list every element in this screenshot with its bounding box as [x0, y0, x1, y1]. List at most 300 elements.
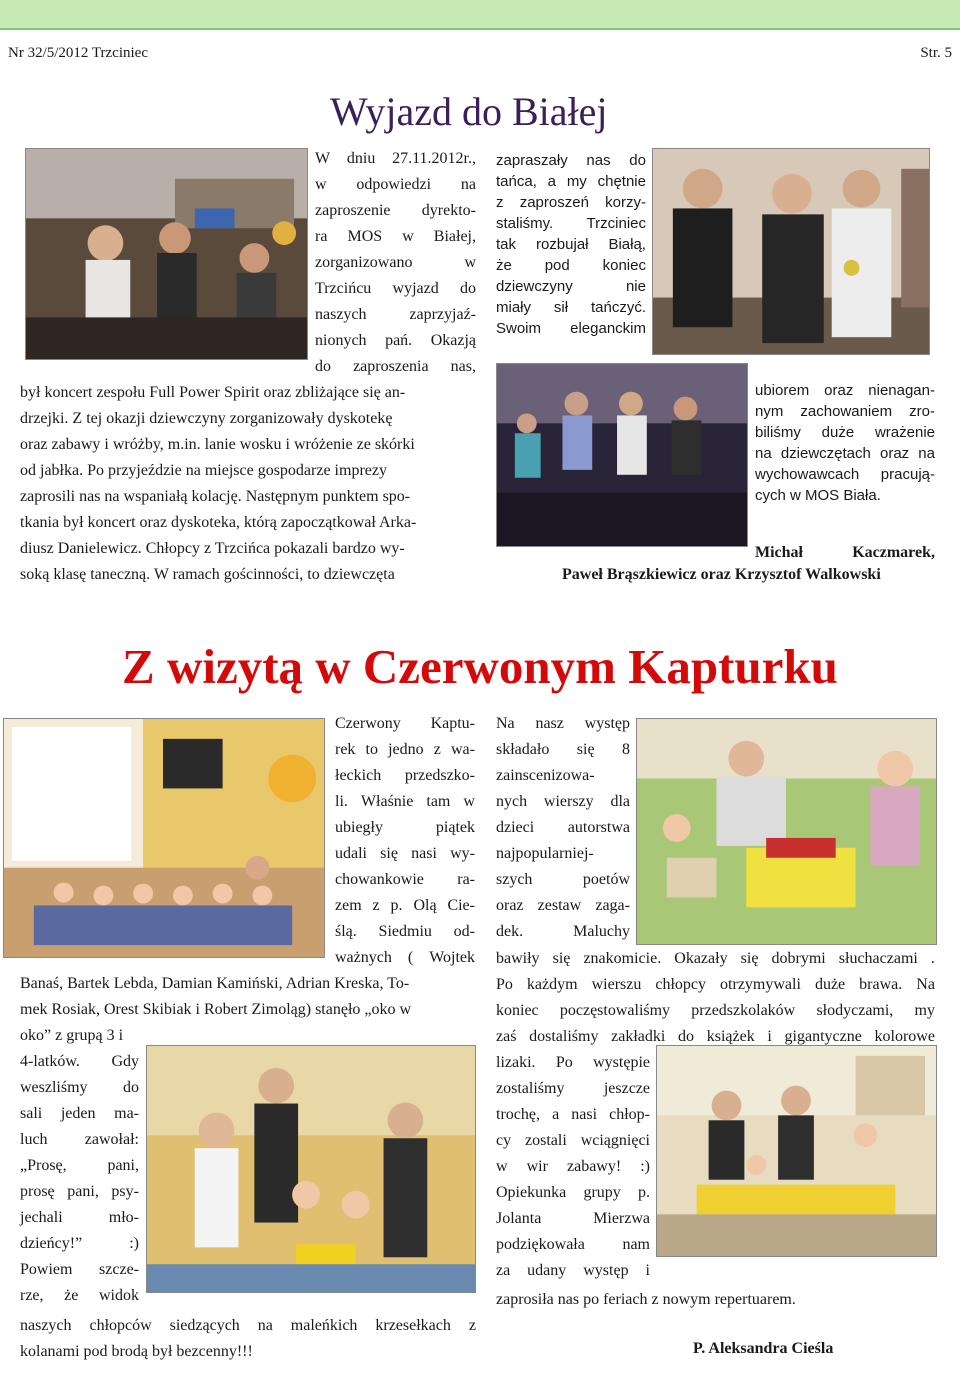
- word: dla: [610, 793, 630, 810]
- word: oraz: [496, 897, 524, 914]
- top-color-bar: [0, 0, 960, 30]
- text-line: [496, 1206, 650, 1232]
- text-line: Banaś, Bartek Lebda, Damian Kamiński, Adrian Kreska, To-: [20, 975, 410, 992]
- word: nym: [755, 403, 784, 420]
- article2-col2-last: zaprosiła nas po feriach z nowym repertuarem.: [496, 1291, 796, 1308]
- text-line: [315, 328, 476, 354]
- text-line: [496, 171, 646, 192]
- word: do: [460, 280, 476, 297]
- text-line: najpopularniej-: [496, 845, 594, 862]
- word: dzieńcy!”: [20, 1235, 83, 1252]
- text-line: [496, 192, 646, 213]
- word: wciągnięci: [580, 1132, 650, 1149]
- word: Na: [916, 976, 935, 993]
- word: a: [547, 173, 557, 190]
- text-line: tkania był koncert oraz dyskoteka, którą zapoczątkował Arka-: [20, 514, 417, 531]
- word: się: [380, 845, 398, 862]
- word: w: [464, 254, 476, 271]
- word: się: [576, 741, 595, 758]
- text-line: [335, 867, 475, 893]
- text-line: [315, 146, 476, 172]
- word: wa-: [450, 741, 475, 758]
- word: jeden: [60, 1105, 96, 1122]
- word: wierszu: [591, 976, 642, 993]
- word: brawa.: [859, 976, 903, 993]
- word: zaproszeń: [519, 194, 589, 211]
- text-line: był koncert zespołu Full Power Spirit oraz zbliżające się an-: [20, 384, 406, 401]
- word: nas: [586, 152, 611, 169]
- word: i: [645, 1262, 650, 1279]
- word: tańczyć.: [590, 299, 646, 316]
- text-line: [755, 401, 935, 422]
- text-line: [496, 150, 646, 171]
- word: Białą,: [608, 236, 646, 253]
- text-line: oraz zabawy i wróżby, m.in. lanie wosku i wróżenie ze skórki: [20, 436, 415, 453]
- word: się: [552, 950, 571, 967]
- word: chętnie: [597, 173, 646, 190]
- text-line: [496, 1154, 650, 1180]
- word: na: [257, 1317, 273, 1334]
- word: my: [914, 1002, 935, 1019]
- word: dziewczętach: [780, 445, 871, 462]
- text-line: mek Rosiak, Orest Skibiak i Robert Zimoląg) stanęło „oko w: [20, 1001, 412, 1018]
- page-number: Str. 5: [920, 45, 952, 61]
- word: maleńkich: [290, 1317, 358, 1334]
- word: oraz: [824, 382, 854, 399]
- word: ślą.: [335, 923, 357, 940]
- word: książek: [706, 1028, 755, 1045]
- word: tak: [496, 236, 517, 253]
- word: pod: [544, 257, 570, 274]
- text-line: [20, 1075, 139, 1101]
- text-line: [20, 1283, 139, 1309]
- word: Czerwony: [335, 715, 401, 732]
- word: Okazały: [674, 950, 728, 967]
- word: nas,: [450, 358, 476, 375]
- word: od-: [453, 923, 475, 940]
- article2-col2-small: [496, 1050, 650, 1284]
- photo-playing-blocks: [636, 718, 937, 945]
- text-line: [335, 815, 475, 841]
- word: my: [566, 173, 587, 190]
- word: tańca,: [496, 173, 537, 190]
- word: koniec: [602, 257, 646, 274]
- word: otrzymywali: [720, 976, 801, 993]
- article1-signature-2: Paweł Brąszkiewicz oraz Krzysztof Walkowski: [562, 566, 881, 583]
- text-line: [496, 1128, 650, 1154]
- text-line: [315, 302, 476, 328]
- word: tam: [426, 793, 451, 810]
- word: rozbujał: [535, 236, 589, 253]
- word: dniu: [346, 150, 376, 167]
- word: dek.: [496, 923, 524, 940]
- text-line: [315, 224, 476, 250]
- word: zestaw: [537, 897, 582, 914]
- text-line: [755, 464, 935, 485]
- article2-col1-body-b: [20, 1313, 476, 1365]
- word: nych: [496, 793, 528, 810]
- article2-col2-body: [496, 946, 935, 1050]
- word: że: [496, 257, 512, 274]
- word: w: [315, 176, 327, 193]
- text-line: [755, 380, 935, 401]
- word: Po: [496, 976, 513, 993]
- word: wy-: [450, 845, 475, 862]
- word: na: [918, 445, 935, 462]
- text-line: diusz Danielewicz. Chłopcy z Trzcińca pokazali bardzo wy-: [20, 540, 405, 557]
- word: znakomicie.: [583, 950, 662, 967]
- word: ra: [315, 228, 328, 245]
- word: przedszkolaków: [691, 1002, 796, 1019]
- text-line: [20, 1313, 476, 1339]
- word: zawołał:: [84, 1131, 139, 1148]
- text-line: kolanami pod brodą był bezcenny!!!: [20, 1343, 253, 1360]
- word: Cie-: [447, 897, 475, 914]
- text-line: [496, 1258, 650, 1284]
- text-line: [20, 1101, 139, 1127]
- article1-title: Wyjazd do Białej: [330, 89, 608, 134]
- word: występie: [593, 1054, 650, 1071]
- word: rek: [335, 741, 356, 758]
- text-line: [496, 1180, 650, 1206]
- word: zostaliśmy: [496, 1080, 565, 1097]
- word: dziewczyny: [496, 278, 573, 295]
- text-line: [335, 893, 475, 919]
- word: duże: [814, 976, 846, 993]
- word: autorstwa: [567, 819, 630, 836]
- photo-boys-with-children: [146, 1045, 476, 1293]
- text-line: [315, 198, 476, 224]
- word: koniec: [496, 1002, 539, 1019]
- word: wychowawcach: [755, 466, 860, 483]
- word: poetów: [582, 871, 630, 888]
- word: słodyczami,: [816, 1002, 894, 1019]
- word: Wojtek: [429, 949, 475, 966]
- text-line: [335, 841, 475, 867]
- word: Powiem: [20, 1261, 73, 1278]
- word: a: [552, 1106, 560, 1123]
- text-line: [335, 763, 475, 789]
- text-line: [315, 354, 476, 380]
- article2-signature: P. Aleksandra Cieśla: [693, 1340, 834, 1357]
- word: Białej,: [433, 228, 476, 245]
- word: zostali: [525, 1132, 567, 1149]
- text-line: [335, 737, 475, 763]
- text-line: [496, 737, 630, 763]
- word: ra-: [457, 871, 475, 888]
- text-line: [20, 1231, 139, 1257]
- word: Jolanta: [496, 1210, 542, 1227]
- text-line: od jabłka. Po przyjeździe na miejsce gospodarze imprezy: [20, 462, 387, 479]
- word: pani,: [67, 1183, 99, 1200]
- word: na: [460, 176, 476, 193]
- word: Swoim: [496, 320, 542, 337]
- article1-col2-top: [496, 150, 646, 339]
- text-line: [496, 213, 646, 234]
- word: ma-: [114, 1105, 139, 1122]
- word: (: [407, 949, 414, 966]
- word: zro-: [909, 403, 935, 420]
- text-line: cych w MOS Biała.: [755, 487, 881, 504]
- word: Olą: [413, 897, 437, 914]
- word: prosę: [20, 1183, 55, 1200]
- word: ważnych: [335, 949, 392, 966]
- word: przedszko-: [404, 767, 475, 784]
- word: zaga-: [595, 897, 630, 914]
- word: chowankowie: [335, 871, 424, 888]
- text-line: [20, 1179, 139, 1205]
- word: udali: [335, 845, 367, 862]
- text-line: [335, 789, 475, 815]
- word: Gdy: [111, 1053, 139, 1070]
- word: Trzciniec: [586, 215, 646, 232]
- word: zaś: [496, 1028, 517, 1045]
- article1-signature-1: [755, 544, 935, 562]
- text-line: [755, 443, 935, 464]
- word: bawiły: [496, 950, 540, 967]
- word: mło-: [108, 1209, 139, 1226]
- word: korzy-: [605, 194, 646, 211]
- word: do: [629, 152, 646, 169]
- word: jechali: [20, 1209, 63, 1226]
- text-line: [496, 919, 630, 945]
- text-line: [496, 815, 630, 841]
- word: Trzcińcu: [315, 280, 372, 297]
- text-line: [496, 234, 646, 255]
- text-line: [335, 711, 475, 737]
- text-line: soką klasę taneczną. W ramach gościnności, to dziewczęta: [20, 566, 395, 583]
- photo-concert: [25, 148, 308, 360]
- word: nasz: [535, 715, 564, 732]
- text-line: oko” z grupą 3 i: [20, 1027, 124, 1044]
- word: Maluchy: [573, 923, 630, 940]
- word: p.: [638, 1184, 650, 1201]
- word: do: [123, 1079, 139, 1096]
- word: zabawy!: [566, 1158, 622, 1175]
- text-line: [496, 276, 646, 297]
- text-line: [20, 1049, 139, 1075]
- word: podziękowała: [496, 1236, 585, 1253]
- article2-col2-narrow: [496, 711, 630, 945]
- word: zaproszenia: [353, 358, 429, 375]
- word: zachowaniem: [800, 403, 893, 420]
- word: :): [640, 1158, 650, 1175]
- word: jedno: [388, 741, 424, 758]
- word: wir: [526, 1158, 548, 1175]
- word: występ: [583, 1262, 629, 1279]
- word: psy-: [111, 1183, 139, 1200]
- text-line: [20, 1153, 139, 1179]
- article2-col1-narrow: [335, 711, 475, 971]
- text-line: [755, 422, 935, 443]
- word: naszych: [315, 306, 367, 323]
- text-line: [496, 867, 630, 893]
- word: luch: [20, 1131, 48, 1148]
- word: chłopców: [89, 1317, 152, 1334]
- word: pań.: [385, 332, 413, 349]
- word: Michał: [755, 544, 803, 561]
- word: lizaki.: [496, 1054, 536, 1071]
- word: 27.11.2012r.,: [392, 150, 476, 167]
- word: wierszy: [543, 793, 594, 810]
- word: się: [740, 950, 759, 967]
- word: Siedmiu: [378, 923, 432, 940]
- word: dyrekto-: [421, 202, 476, 219]
- word: oraz: [879, 445, 910, 462]
- word: chłop-: [609, 1106, 650, 1123]
- word: sali: [20, 1105, 43, 1122]
- word: poczęstowaliśmy: [559, 1002, 671, 1019]
- word: zaprzyjaź-: [409, 306, 476, 323]
- text-line: [496, 946, 935, 972]
- word: grupy: [583, 1184, 621, 1201]
- word: nasi: [571, 1106, 598, 1123]
- word: szych: [496, 871, 533, 888]
- word: zapraszały: [496, 152, 568, 169]
- article2-col1-body-a: [20, 971, 476, 1023]
- word: ubiegły: [335, 819, 383, 836]
- text-line: [496, 1102, 650, 1128]
- text-line: [20, 1205, 139, 1231]
- word: eleganckim: [570, 320, 646, 337]
- word: weszliśmy: [20, 1079, 88, 1096]
- word: duże: [821, 424, 855, 441]
- word: trochę,: [496, 1106, 540, 1123]
- word: Właśnie: [360, 793, 414, 810]
- word: udany: [527, 1262, 567, 1279]
- word: każdym: [526, 976, 578, 993]
- text-line: [496, 972, 935, 998]
- text-line: [496, 789, 630, 815]
- word: widok: [98, 1287, 139, 1304]
- word: dobrymi: [771, 950, 826, 967]
- article2-col1-small: [20, 1023, 139, 1309]
- word: sił: [553, 299, 569, 316]
- word: do: [678, 1028, 695, 1045]
- text-line: [335, 919, 475, 945]
- word: nie: [625, 278, 646, 295]
- photo-disco: [496, 363, 748, 547]
- word: naszych: [20, 1317, 72, 1334]
- word: odpowiedzi: [356, 176, 432, 193]
- word: Po: [555, 1054, 573, 1071]
- text-line: [496, 1076, 650, 1102]
- word: wyjazd: [392, 280, 439, 297]
- article2-title: Z wizytą w Czerwonym Kapturku: [122, 639, 838, 694]
- word: zaproszenie: [315, 202, 391, 219]
- word: Kaczmarek,: [852, 544, 935, 561]
- word: 4-latków.: [20, 1053, 80, 1070]
- word: 8: [621, 741, 630, 758]
- text-line: [315, 276, 476, 302]
- article1-col1-body: [20, 380, 476, 588]
- word: nasi: [411, 845, 437, 862]
- word: pani,: [107, 1157, 139, 1174]
- word: Na: [496, 715, 515, 732]
- photo-dancing-boys: [652, 148, 930, 355]
- word: zorganizowano: [315, 254, 413, 271]
- text-line: [20, 1127, 139, 1153]
- word: cy: [496, 1132, 512, 1149]
- word: w: [496, 1158, 508, 1175]
- text-line: [20, 1257, 139, 1283]
- text-line: zaprosili nas na wspaniałą kolację. Następnym punktem spo-: [20, 488, 411, 505]
- issue-info: Nr 32/5/2012 Trzciniec: [8, 45, 148, 61]
- article1-col2-mid: [755, 380, 935, 506]
- word: składało: [496, 741, 550, 758]
- word: w: [402, 228, 414, 245]
- word: Mierzwa: [593, 1210, 650, 1227]
- word: Opiekunka: [496, 1184, 567, 1201]
- text-line: [496, 297, 646, 318]
- word: gigantyczne: [784, 1028, 862, 1045]
- word: siedzących: [169, 1317, 240, 1334]
- word: słuchaczami: [838, 950, 918, 967]
- word: rze,: [20, 1287, 44, 1304]
- text-line: [315, 172, 476, 198]
- word: MOS: [347, 228, 383, 245]
- word: wrażenie: [874, 424, 935, 441]
- word: li.: [335, 793, 348, 810]
- word: łeckich: [335, 767, 382, 784]
- text-line: [335, 945, 475, 971]
- photo-kindergarten-group: [3, 718, 325, 958]
- word: szcze-: [99, 1261, 139, 1278]
- word: Okazją: [430, 332, 476, 349]
- word: W: [315, 150, 331, 167]
- text-line: [496, 318, 646, 339]
- word: na: [755, 445, 772, 462]
- word: :): [129, 1235, 139, 1252]
- text-line: [496, 711, 630, 737]
- word: występ: [584, 715, 630, 732]
- word: „Prosę,: [20, 1157, 67, 1174]
- text-line: [496, 1232, 650, 1258]
- word: krzesełkach: [375, 1317, 451, 1334]
- word: chłopcy: [655, 976, 707, 993]
- word: i: [767, 1028, 772, 1045]
- word: że: [64, 1287, 79, 1304]
- word: .: [930, 950, 935, 967]
- photo-children-tables: [656, 1045, 937, 1257]
- word: za: [496, 1262, 511, 1279]
- word: z: [433, 741, 441, 758]
- word: ubiorem: [755, 382, 810, 399]
- word: biliśmy: [755, 424, 801, 441]
- word: z: [496, 194, 504, 211]
- text-line: [496, 998, 935, 1024]
- word: dostaliśmy: [529, 1028, 599, 1045]
- text-line: drzejki. Z tej okazji dziewczyny zorganizowały dyskotekę: [20, 410, 393, 427]
- word: z: [372, 897, 380, 914]
- text-line: [496, 255, 646, 276]
- word: pracują-: [880, 466, 935, 483]
- word: z: [468, 1317, 476, 1334]
- word: zem: [335, 897, 362, 914]
- word: kolorowe: [874, 1028, 935, 1045]
- text-line: [496, 1050, 650, 1076]
- word: Kaptu-: [430, 715, 475, 732]
- word: nionych: [315, 332, 367, 349]
- word: piątek: [435, 819, 475, 836]
- word: miały: [496, 299, 532, 316]
- word: do: [315, 358, 331, 375]
- word: jeszcze: [603, 1080, 650, 1097]
- word: to: [365, 741, 378, 758]
- text-line: zainscenizowa-: [496, 767, 595, 784]
- word: w: [463, 793, 475, 810]
- text-line: [315, 250, 476, 276]
